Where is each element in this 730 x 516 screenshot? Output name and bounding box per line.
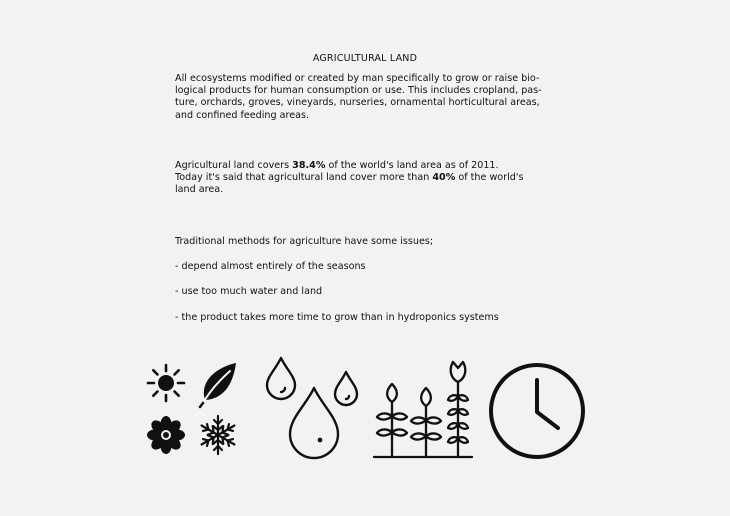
stats-line-2 [175,172,555,184]
stats-line-3: land area. [175,184,224,196]
issue-item: - depend almost entirely of the seasons [175,261,366,273]
definition-line: and confined feeding areas. [175,109,310,121]
stats-text: Today it's said that agricultural land cover more than [175,172,433,184]
issues-paragraph [175,236,555,324]
stats-highlight: 38.4% [292,160,326,171]
definition-line: logical products for human consumption or use. This includes cropland, pas- [175,85,542,97]
stats-line-1 [175,160,555,172]
stats-text: of the world's land area as of 2011. [325,160,499,171]
leaf-icon [200,363,236,407]
definition-line: All ecosystems modified or created by man specifically to grow or raise bio- [175,73,540,84]
plants-icon [374,362,472,457]
stats-text: Agricultural land covers [175,160,293,171]
flower-icon [147,416,185,454]
stats-text: of the world's [455,172,524,184]
snowflake-icon [199,416,237,454]
icons-row [0,350,730,470]
clock-icon [491,365,583,457]
issue-item: - the product takes more time to grow than in hydroponics systems [175,311,499,323]
stats-paragraph [175,160,555,197]
definition-paragraph [175,73,555,122]
page-title: AGRICULTURAL LAND [312,53,418,64]
water-drops-icon [267,358,357,458]
sun-icon [148,365,184,401]
issue-item: - use too much water and land [175,286,323,298]
issues-intro: Traditional methods for agriculture have some issues; [175,236,434,247]
stats-highlight: 40% [432,172,456,184]
definition-line: ture, orchards, groves, vineyards, nurseries, ornamental horticultural areas, [175,97,540,109]
